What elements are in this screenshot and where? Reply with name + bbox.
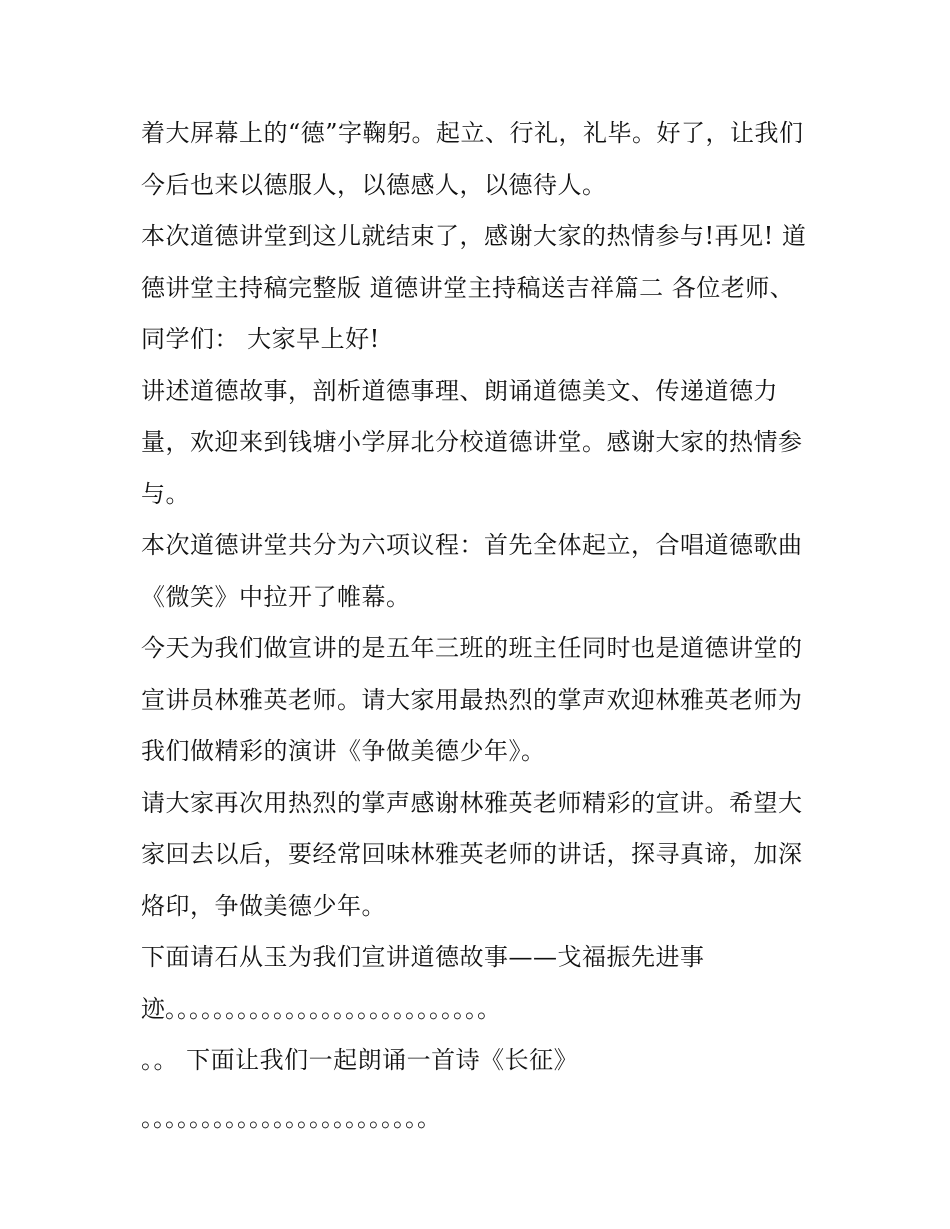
text-line: 量，欢迎来到钱塘小学屏北分校道德讲堂。感谢大家的热情参 <box>141 428 803 456</box>
text-line: 与。 <box>141 479 190 508</box>
text-line: 烙印，争做美德少年。 <box>141 891 386 920</box>
text-line: 今后也来以德服人，以德感人，以德待人。 <box>141 170 607 199</box>
document-body <box>141 108 821 1145</box>
text-line: 德讲堂主持稿完整版 道德讲堂主持稿送吉祥篇二 各位老师、 <box>141 273 795 302</box>
text-line: 同学们： 大家早上好! <box>141 325 380 353</box>
text-line: 今天为我们做宣讲的是五年三班的班主任同时也是道德讲堂的 <box>141 634 803 662</box>
text-line: 《微笑》中拉开了帷幕。 <box>141 582 411 611</box>
text-line: 下面请石从玉为我们宣讲道德故事——戈福振先进事 <box>141 943 705 971</box>
text-line: 讲述道德故事，剖析道德事理、朗诵道德美文、传递道德力 <box>141 376 778 405</box>
text-line: 。。 下面让我们一起朗诵一首诗《长征》 <box>141 1046 579 1074</box>
text-line: 家回去以后，要经常回味林雅英老师的讲话，探寻真谛，加深 <box>141 840 803 868</box>
text-line: 。。。。。。。。。。。。。。。。。。。。。。。。 <box>141 1104 441 1132</box>
text-line: 本次道德讲堂到这儿就结束了，感谢大家的热情参与!再见! 道 <box>141 222 807 250</box>
text-line: 请大家再次用热烈的掌声感谢林雅英老师精彩的宣讲。希望大 <box>141 788 803 817</box>
text-line: 本次道德讲堂共分为六项议程：首先全体起立，合唱道德歌曲 <box>141 531 803 559</box>
text-line: 宣讲员林雅英老师。请大家用最热烈的掌声欢迎林雅英老师为 <box>141 685 803 714</box>
text-line: 迹。。。。。。。。。。。。。。。。。。。。。。。。。。。 <box>141 994 501 1023</box>
text-line: 着大屏幕上的“德”字鞠躬。起立、行礼，礼毕。好了，让我们 <box>141 119 804 147</box>
text-line: 我们做精彩的演讲《争做美德少年》。 <box>141 737 546 765</box>
